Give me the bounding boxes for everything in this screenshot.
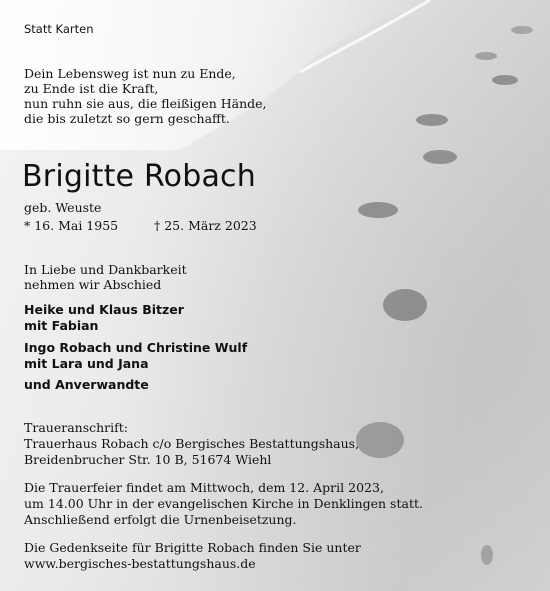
- deceased-name: Brigitte Robach: [22, 159, 256, 194]
- header-label: Statt Karten: [24, 22, 94, 36]
- memorial-line: Die Gedenkseite für Brigitte Robach finden Sie unter: [24, 540, 361, 555]
- mourner-line: Heike und Klaus Bitzer: [24, 302, 184, 317]
- death-date: † 25. März 2023: [154, 218, 257, 233]
- poem-line: Dein Lebensweg ist nun zu Ende,: [24, 66, 236, 81]
- mourner-line: mit Lara und Jana: [24, 356, 149, 371]
- life-dates: [24, 218, 257, 233]
- poem-line: nun ruhn sie aus, die fleißigen Hände,: [24, 96, 267, 111]
- mourner-line: und Anverwandte: [24, 377, 149, 392]
- mourner-line: mit Fabian: [24, 318, 99, 333]
- intro-line: nehmen wir Abschied: [24, 277, 162, 292]
- intro-line: In Liebe und Dankbarkeit: [24, 262, 187, 277]
- address-line: Breidenbrucher Str. 10 B, 51674 Wiehl: [24, 452, 272, 467]
- ceremony-line: um 14.00 Uhr in der evangelischen Kirche in Denklingen statt.: [24, 496, 423, 511]
- ceremony-line: Die Trauerfeier findet am Mittwoch, dem 12. April 2023,: [24, 480, 384, 495]
- address-line: Traueranschrift:: [24, 420, 128, 435]
- memorial-url[interactable]: www.bergisches-bestattungshaus.de: [24, 556, 256, 571]
- ceremony-line: Anschließend erfolgt die Urnenbeisetzung.: [24, 512, 297, 527]
- poem-line: zu Ende ist die Kraft,: [24, 81, 159, 96]
- birth-name: geb. Weuste: [24, 200, 102, 215]
- poem-line: die bis zuletzt so gern geschafft.: [24, 111, 230, 126]
- address-line: Trauerhaus Robach c/o Bergisches Bestattungshaus,: [24, 436, 360, 451]
- mourner-line: Ingo Robach und Christine Wulf: [24, 340, 248, 355]
- birth-date: * 16. Mai 1955: [24, 218, 119, 233]
